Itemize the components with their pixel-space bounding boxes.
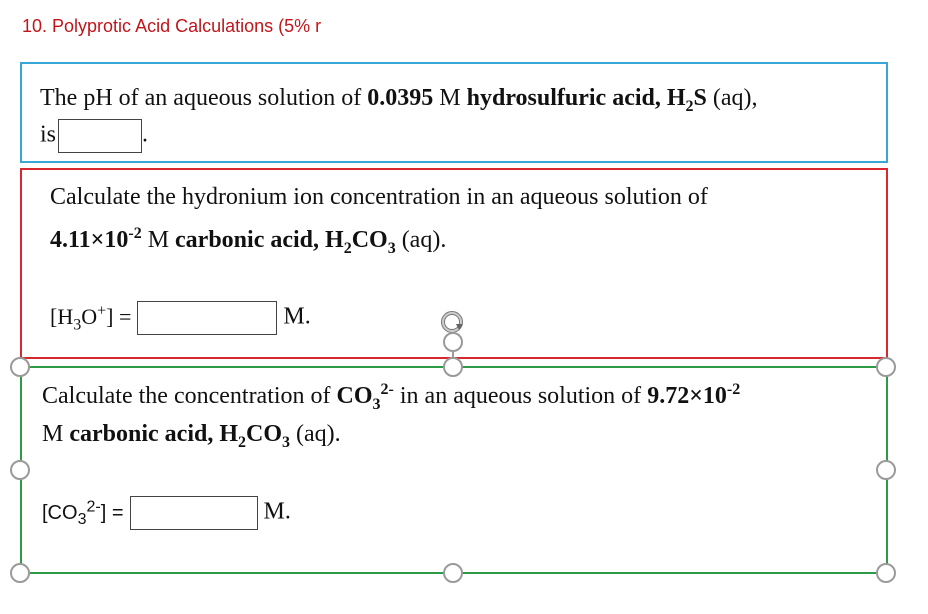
resize-handle-top-center-icon[interactable]	[443, 357, 463, 377]
hydronium-answer-row	[50, 301, 311, 335]
question-3-text-line-2: M carbonic acid, $H_2CO_3$ (aq).	[42, 421, 341, 451]
resize-handle-bottom-right-icon[interactable]	[876, 563, 896, 583]
resize-handle-middle-left-icon[interactable]	[10, 460, 30, 480]
hydronium-unit: M.	[283, 303, 311, 330]
resize-handle-middle-right-icon[interactable]	[876, 460, 896, 480]
section-heading: 10. Polyprotic Acid Calculations (5% r	[22, 16, 322, 36]
rotate-handle-icon[interactable]	[443, 332, 463, 352]
question-1-box	[20, 62, 888, 163]
carbonate-unit: M.	[263, 498, 291, 525]
question-1-text-line-1: The pH of an aqueous solution of 0.0395 M hydrosulfuric acid, $H_2S$ (aq),	[40, 85, 758, 115]
question-3-box	[20, 366, 888, 574]
resize-handle-top-right-icon[interactable]	[876, 357, 896, 377]
carbonate-label: $[CO_3^{2-}]$ =	[42, 497, 124, 528]
hydronium-label: $[H_3O^+]$ =	[50, 302, 132, 333]
question-1-text-line-2: is .	[40, 119, 148, 153]
question-2-text-line-2: $4.11\times 10^{-2}$ M carbonic acid, $H_2CO_3$ (aq).	[50, 225, 447, 257]
carbonate-answer-row	[42, 496, 291, 530]
question-3-text-line-1: Calculate the concentration of $CO_3^{2-}$ in an aqueous solution of $9.72\times 10^{-2}$	[42, 381, 741, 413]
question-2-text-line-1: Calculate the hydronium ion concentration in an aqueous solution of	[50, 184, 708, 210]
resize-handle-top-left-icon[interactable]	[10, 357, 30, 377]
hydronium-answer-input[interactable]	[137, 301, 277, 335]
carbonate-answer-input[interactable]	[130, 496, 258, 530]
resize-handle-bottom-center-icon[interactable]	[443, 563, 463, 583]
ph-answer-input[interactable]	[58, 119, 142, 153]
resize-handle-bottom-left-icon[interactable]	[10, 563, 30, 583]
